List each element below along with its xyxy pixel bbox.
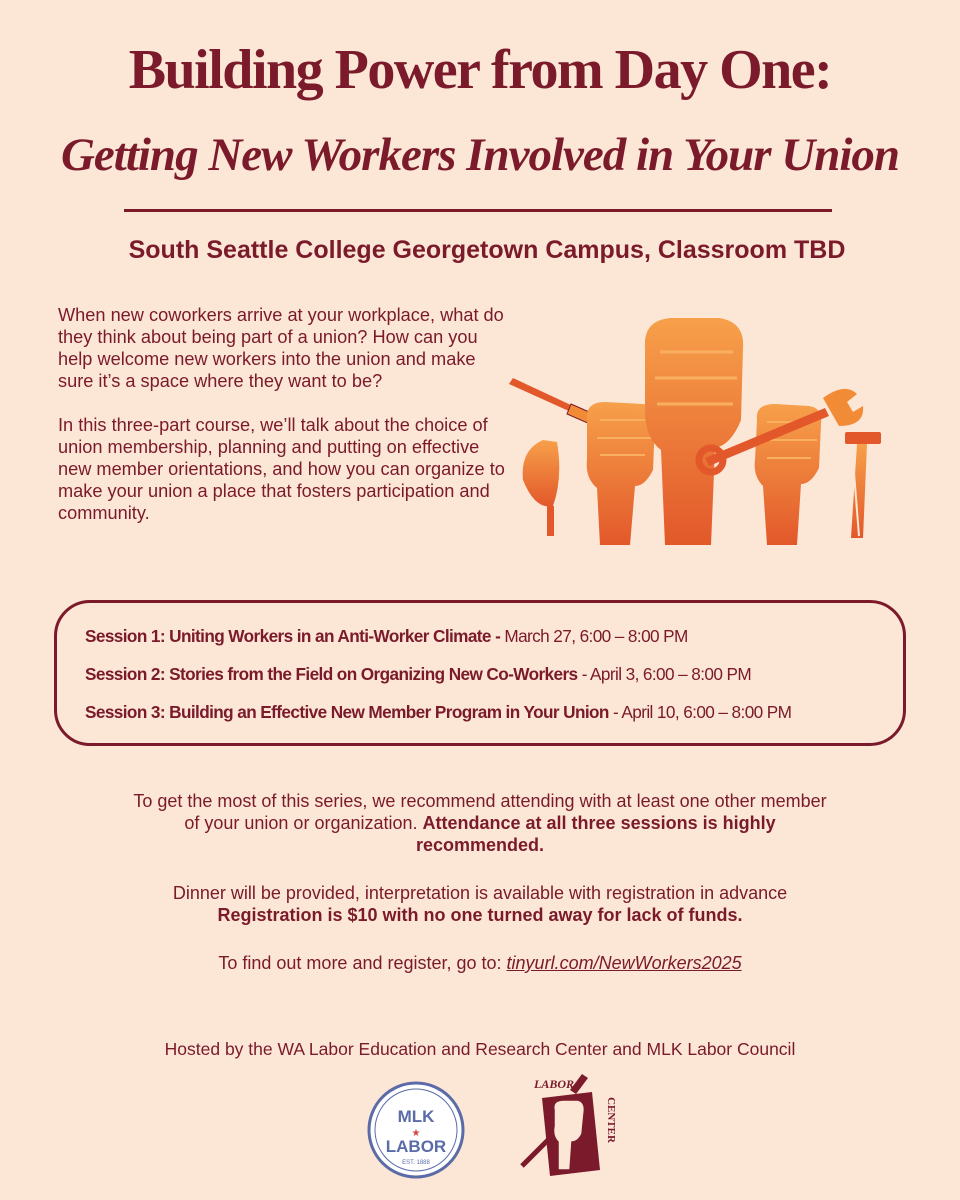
- register-prefix: To find out more and register, go to:: [218, 953, 507, 973]
- session-date: March 27, 6:00 – 8:00 PM: [504, 626, 688, 646]
- session-date: - April 10, 6:00 – 8:00 PM: [608, 702, 792, 722]
- labor-center-logo-side: CENTER: [605, 1097, 617, 1143]
- session-date: - April 3, 6:00 – 8:00 PM: [577, 664, 752, 684]
- mlk-logo-top: MLK: [397, 1107, 435, 1126]
- dinner-line: Dinner will be provided, interpretation is available with registration in advance: [172, 883, 788, 903]
- recommend-line-1: To get the most of this series, we recommend attending with at least one other member: [133, 791, 827, 811]
- attendance-note: Attendance at all three sessions is highly: [422, 813, 776, 833]
- registration-link[interactable]: tinyurl.com/NewWorkers2025: [506, 953, 742, 973]
- trowel-icon: [523, 440, 560, 536]
- raised-fists-with-tools-illustration: [505, 310, 900, 550]
- hammer-icon: [845, 432, 881, 538]
- session-title: Session 2: Stories from the Field on Organizing New Co-Workers: [85, 664, 578, 684]
- center-fist-icon: [645, 318, 743, 545]
- title-divider: [124, 209, 832, 212]
- mlk-logo-bottom: LABOR: [385, 1137, 447, 1156]
- registration-fee: Registration is $10 with no one turned away for lack of funds.: [217, 905, 743, 925]
- mlk-labor-logo: [366, 1080, 466, 1180]
- page-subtitle: Getting New Workers Involved in Your Union: [60, 129, 900, 181]
- left-fist-icon: [587, 402, 656, 545]
- intro-paragraph-1: When new coworkers arrive at your workplace, what do they think about being part of a union? How can you help welcome new workers into the union and make sure it’s a space where they want to be?: [58, 305, 504, 391]
- intro-paragraph-2: In this three-part course, we’ll talk about the choice of union membership, planning and putting on effective new member orientations, and how you can organize to make your union a place that fosters participation and community.: [58, 415, 505, 523]
- mlk-logo-est: EST. 1888: [402, 1160, 430, 1166]
- register-info: [0, 952, 960, 974]
- recommendation-text: [0, 790, 960, 856]
- session-title: Session 1: Uniting Workers in an Anti-Worker Climate -: [85, 626, 505, 646]
- dinner-info: [0, 882, 960, 926]
- session-row-1: [85, 625, 903, 663]
- event-location: South Seattle College Georgetown Campus, Classroom TBD: [128, 236, 846, 264]
- session-title: Session 3: Building an Effective New Member Program in Your Union: [85, 702, 609, 722]
- labor-center-logo: [512, 1070, 622, 1180]
- session-row-3: [85, 701, 903, 739]
- recommend-line-2: [0, 812, 960, 834]
- star-icon: ★: [411, 1128, 421, 1139]
- session-row-2: [85, 663, 903, 701]
- recommend-line-2a: of your union or organization.: [184, 813, 423, 833]
- labor-center-logo-top: LABOR: [534, 1077, 575, 1091]
- recommend-line-3: recommended.: [415, 835, 545, 855]
- hosted-by: Hosted by the WA Labor Education and Research Center and MLK Labor Council: [164, 1039, 796, 1059]
- intro-text: [58, 304, 508, 546]
- page-title: Building Power from Day One:: [128, 39, 832, 101]
- sessions-box: [54, 600, 906, 746]
